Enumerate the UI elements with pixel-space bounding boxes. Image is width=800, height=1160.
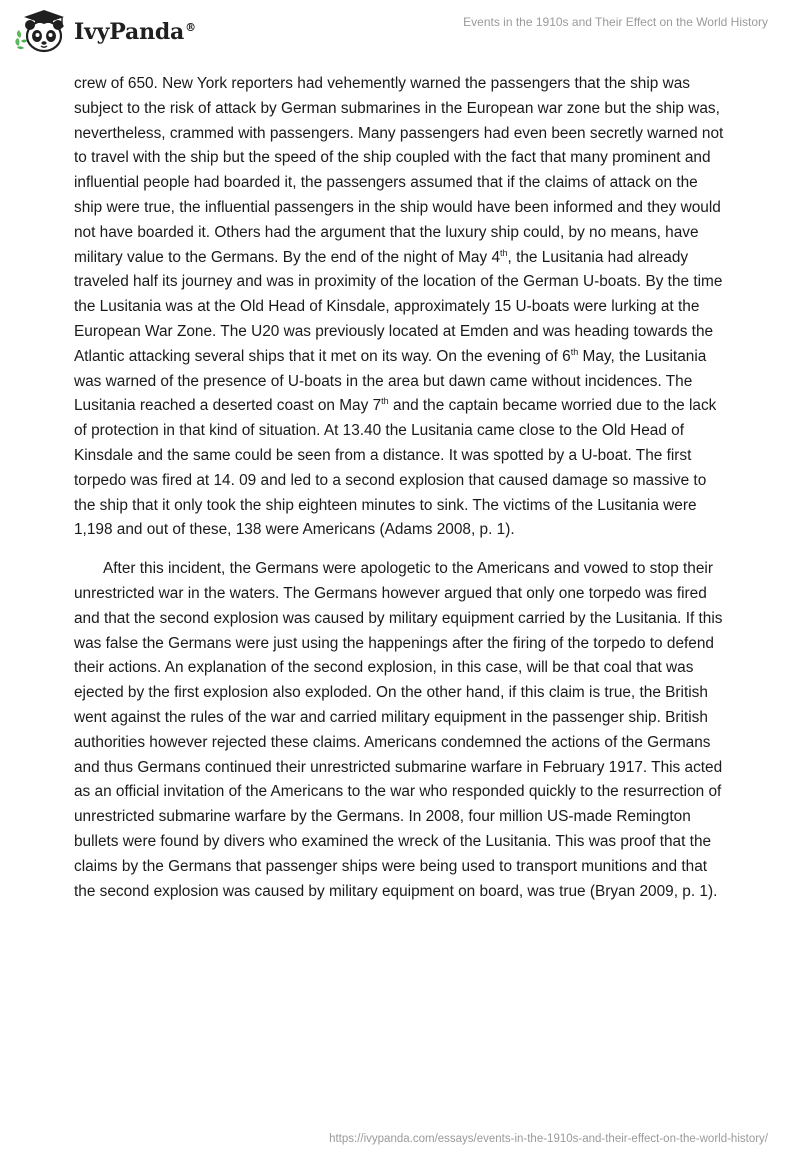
paragraph-2: After this incident, the Germans were apologetic to the Americans and vowed to stop their unrestricted war in the waters. The Germans however argued that only one torpedo was fired and that the second explosion was caused by military equipment carried by the Lusitania. If this was false the Germans were just using the happenings after the firing of the torpedo to defend their actions. An explanation of the second explosion, in this case, will be that coal that was ejected by the first explosion also exploded. On the other hand, if this claim is true, the British went against the rules of the war and carried military equipment in the passenger ship. British authorities however rejected these claims. Americans condemned the actions of the Germans and thus Germans continued their unrestricted submarine warfare in February 1917. This acted as an official invitation of the Americans to the war who responded quickly to the resurrection of unrestricted submarine warfare by the Germans. In 2008, four million US-made Remington bullets were found by divers who examined the wreck of the Lusitania. This was proof that the claims by the Germans that passenger ships were being used to transport munitions and that the second explosion was caused by military equipment on board, was true (Bryan 2009, p. 1). (74, 560, 723, 900)
panda-graduate-icon (14, 8, 70, 54)
page-header (0, 0, 800, 60)
paragraph-1: crew of 650. New York reporters had vehemently warned the passengers that the ship was subject to the risk of attack by German submarines in the European war zone but the ship was, nevertheless, crammed with passengers. Many passengers had even been secretly warned not to travel with the ship but the speed of the ship coupled with the fact that many prominent and influential people had boarded it, the passengers assumed that if the claims of attack on the ship were true, the influential passengers in the ship would have been informed and they would not have boarded it. Others had the argument that the luxury ship could, by no means, have military value to the Germans. By the end of the night of May 4th, the Lusitania had already traveled half its journey and was in proximity of the location of the German U-boats. By the time the Lusitania was at the Old Head of Kinsdale, approximately 15 U-boats were lurking at the European War Zone. The U20 was previously located at Emden and was heading towards the Atlantic attacking several ships that it met on its way. On the evening of 6th May, the Lusitania was warned of the presence of U-boats in the area but dawn came without incidences. The Lusitania reached a deserted coast on May 7th and the captain became worried due to the lack of protection in that kind of situation. At 13.40 the Lusitania came close to the Old Head of Kinsdale and the same could be seen from a distance. It was spotted by a U-boat. The first torpedo was fired at 14. 09 and led to a second explosion that caused damage so massive to the ship that it only took the ship eighteen minutes to sink. The victims of the Lusitania were 1,198 and out of these, 138 were Americans (Adams 2008, p. 1). (74, 75, 724, 539)
essay-body (74, 72, 726, 904)
source-url[interactable]: https://ivypanda.com/essays/events-in-the-1910s-and-their-effect-on-the-world-history/ (329, 1133, 768, 1145)
document-title: Events in the 1910s and Their Effect on the World History (463, 15, 768, 29)
ivypanda-logo[interactable] (14, 8, 196, 54)
logo-wordmark: IvyPanda® (74, 19, 196, 45)
